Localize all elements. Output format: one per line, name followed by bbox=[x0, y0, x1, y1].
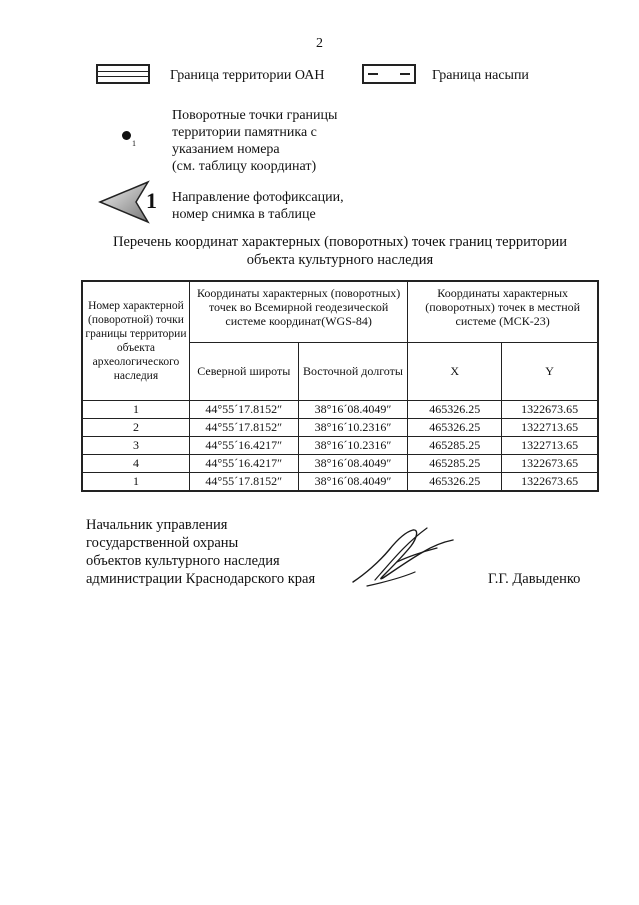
page-number: 2 bbox=[316, 36, 323, 51]
turning-point-icon bbox=[122, 131, 131, 140]
table-row: 4 44°55´16.4217″ 38°16´08.4049″ 465285.25 1322673.65 bbox=[83, 455, 598, 473]
wgs-header: Координаты характерных (поворотных) точек во Всемирной геодезической системе координат(WGS-84) bbox=[189, 282, 407, 343]
point-number-header: Номер характерной (поворотной) точки границы территории объекта археологического наследия bbox=[83, 282, 190, 401]
longitude-header: Восточной долготы bbox=[298, 343, 408, 401]
table-row: 1 44°55´17.8152″ 38°16´08.4049″ 465326.25 1322673.65 bbox=[83, 401, 598, 419]
embankment-border-symbol bbox=[362, 64, 416, 84]
signatory-position: Начальник управления государственной охраны объектов культурного наследия администрации Краснодарского края bbox=[86, 517, 316, 587]
table-row: 1 44°55´17.8152″ 38°16´08.4049″ 465326.25 1322673.65 bbox=[83, 473, 598, 491]
turning-point-subscript: 1 bbox=[132, 139, 136, 148]
signatory-name: Г.Г. Давыденко bbox=[488, 571, 581, 587]
table-title: Перечень координат характерных (поворотных) точек границ территории объекта культурного наследия bbox=[112, 234, 568, 268]
msk-header: Координаты характерных (поворотных) точек в местной системе (МСК-23) bbox=[408, 282, 598, 343]
x-header: X bbox=[408, 343, 502, 401]
photo-arrow-number: 1 bbox=[146, 188, 157, 213]
table-row: 2 44°55´17.8152″ 38°16´10.2316″ 465326.25 1322713.65 bbox=[83, 419, 598, 437]
table-row: 3 44°55´16.4217″ 38°16´10.2316″ 465285.25 1322713.65 bbox=[83, 437, 598, 455]
handwritten-signature bbox=[345, 522, 465, 590]
coordinates-table bbox=[82, 281, 598, 491]
embankment-border-label: Граница насыпи bbox=[432, 68, 529, 83]
oan-border-symbol bbox=[96, 64, 150, 84]
turning-points-label: Поворотные точки границы территории памятника с указанием номера (см. таблицу координат) bbox=[172, 108, 338, 174]
oan-border-label: Граница территории ОАН bbox=[170, 68, 325, 83]
latitude-header: Северной широты bbox=[189, 343, 298, 401]
photo-direction-label: Направление фотофиксации, номер снимка в таблице bbox=[172, 190, 344, 222]
y-header: Y bbox=[502, 343, 598, 401]
photo-direction-arrow-icon bbox=[98, 180, 150, 224]
